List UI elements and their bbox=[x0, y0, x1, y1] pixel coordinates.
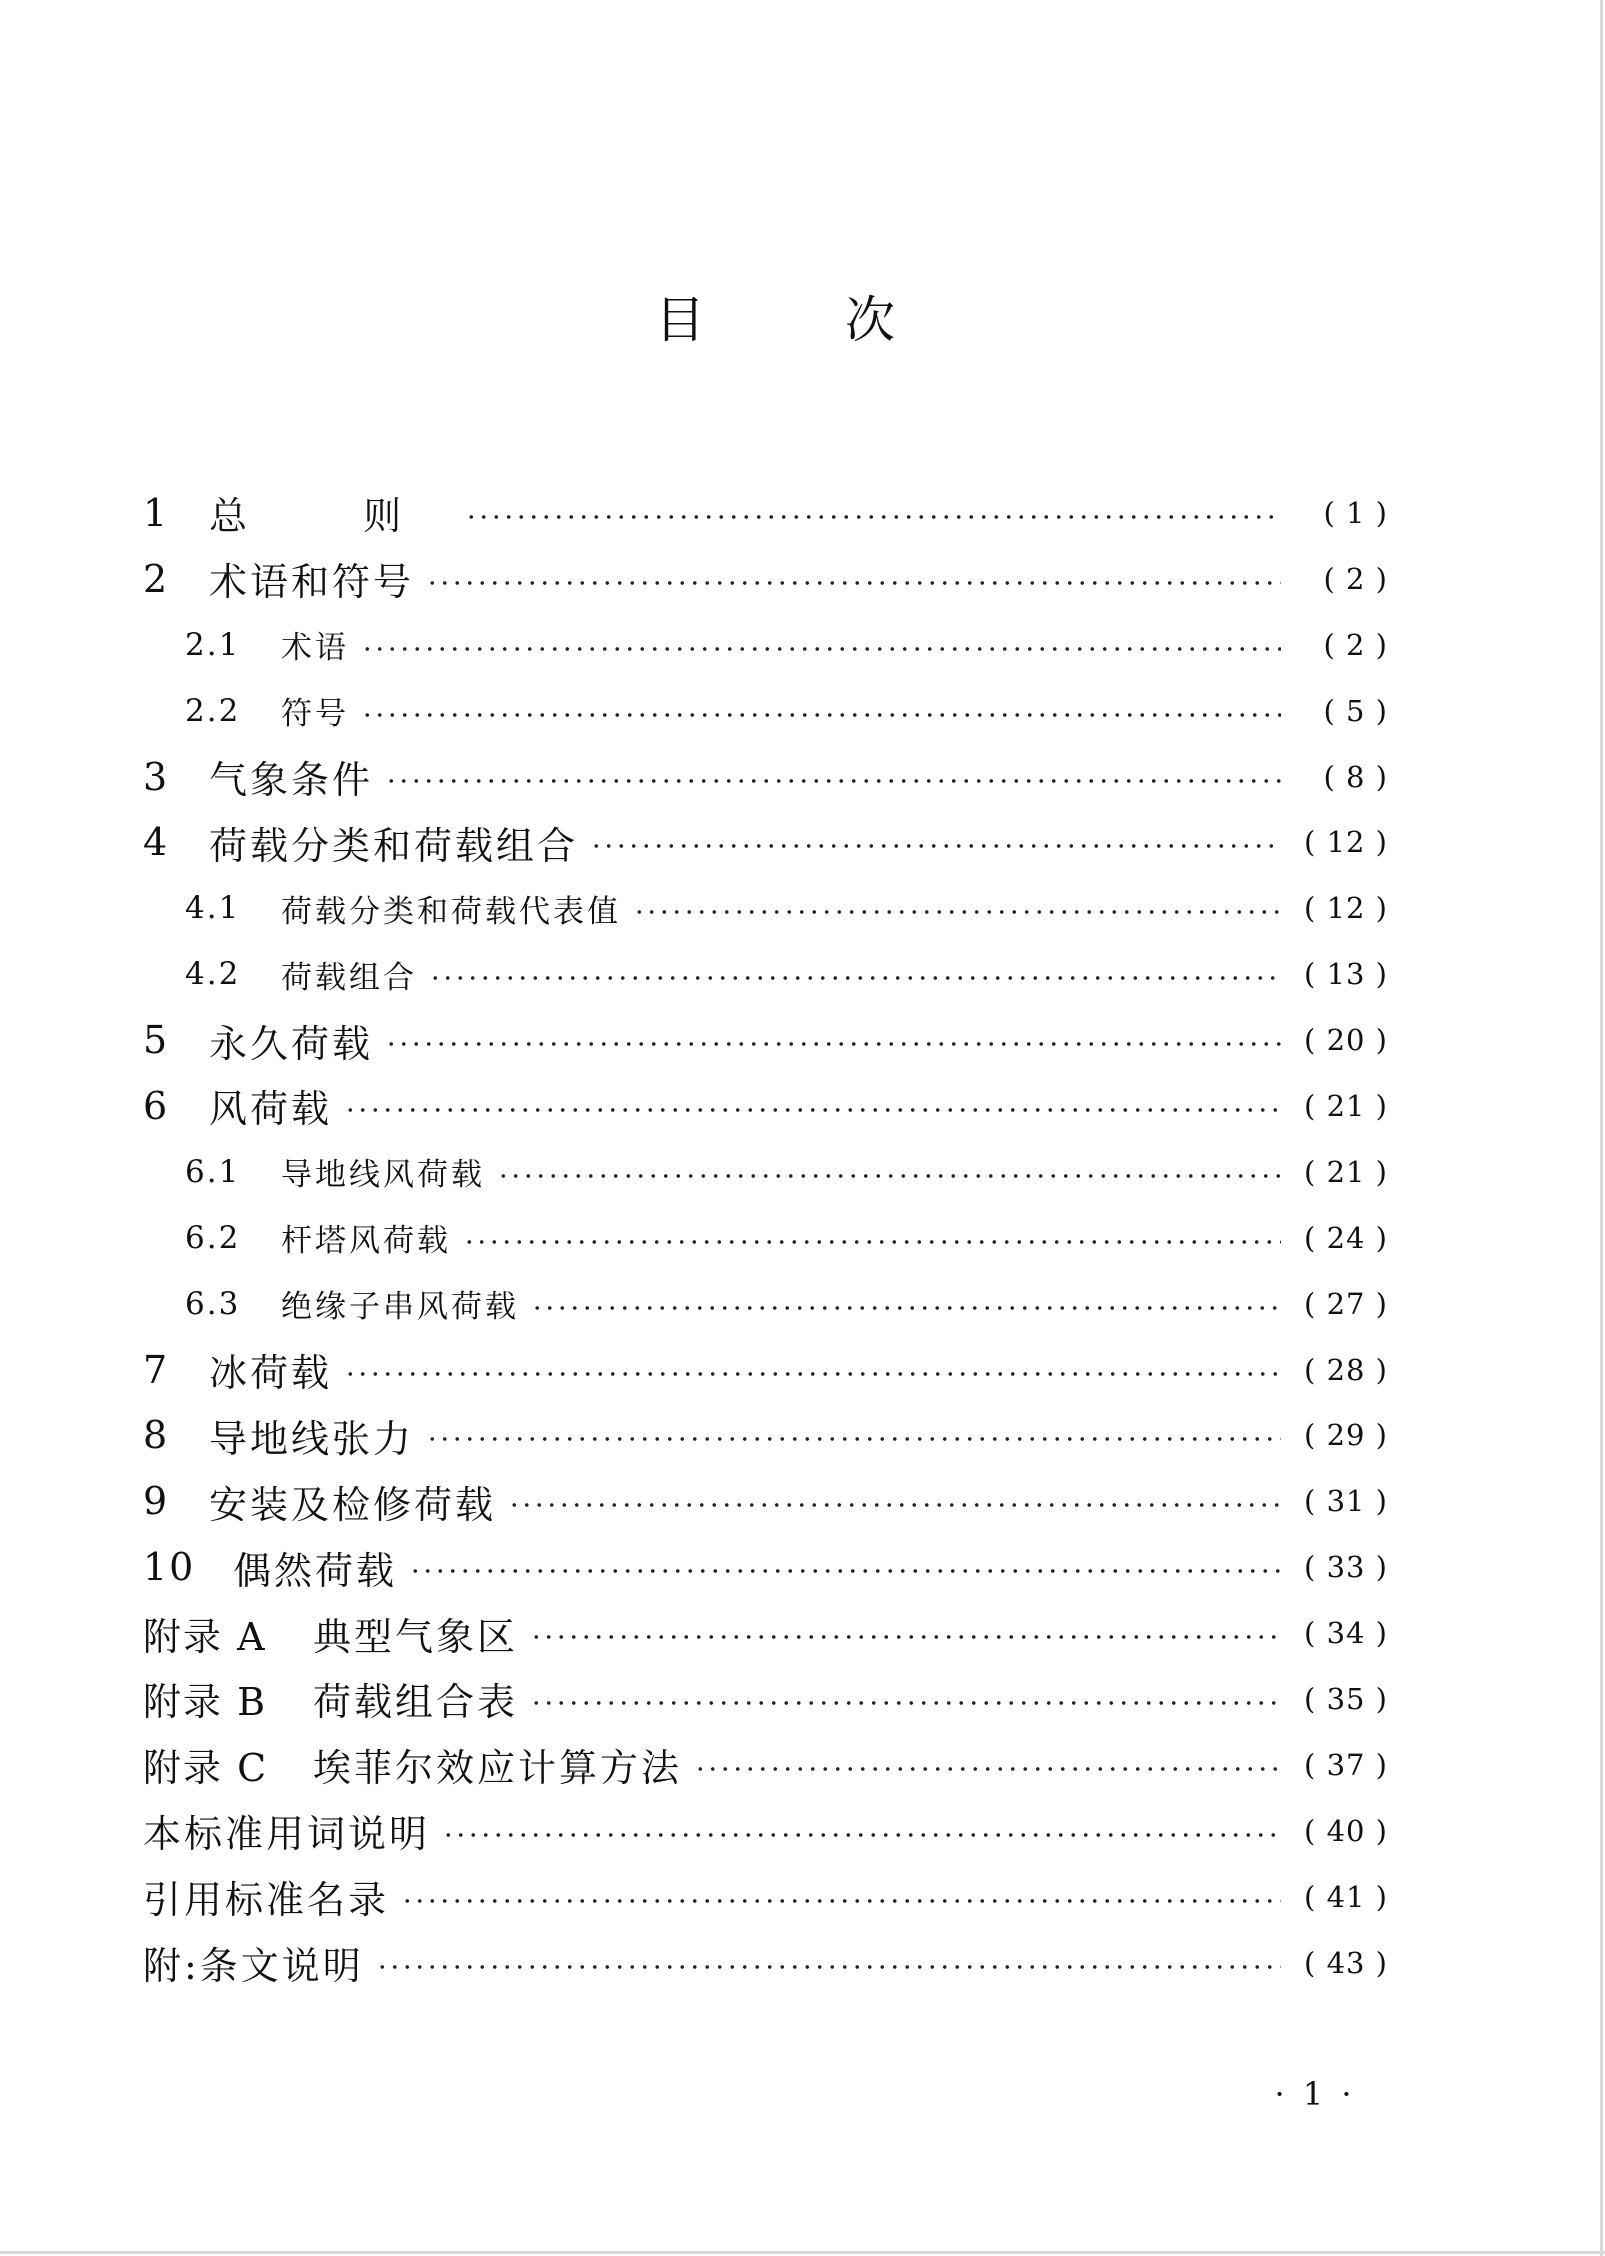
toc-entry-page: ( 31 ) bbox=[1304, 1484, 1388, 1519]
toc-entry-appendix-b[interactable] bbox=[143, 1666, 1388, 1732]
toc-leader-dots bbox=[385, 778, 1281, 784]
toc-entry-number: 3 bbox=[143, 754, 170, 799]
toc-entry-number: 附录 B bbox=[143, 1680, 268, 1725]
page-edge-right bbox=[1600, 0, 1603, 2256]
toc-entry-title: 典型气象区 bbox=[313, 1614, 519, 1659]
toc-entry-page: ( 29 ) bbox=[1304, 1418, 1388, 1453]
toc-leader-dots bbox=[531, 1305, 1281, 1311]
toc-entry-page: ( 2 ) bbox=[1323, 561, 1388, 596]
toc-entry-title: 导地线风荷载 bbox=[281, 1157, 485, 1194]
toc-leader-dots bbox=[429, 975, 1281, 981]
toc-entry-title: 埃菲尔效应计算方法 bbox=[313, 1746, 683, 1791]
toc-leader-dots bbox=[344, 1107, 1281, 1113]
toc-entry-6[interactable] bbox=[143, 1073, 1388, 1139]
toc-entry-page: ( 20 ) bbox=[1304, 1023, 1388, 1058]
toc-entry-title: 绝缘子串风荷载 bbox=[281, 1289, 519, 1326]
toc-entry-number: 6.1 bbox=[185, 1153, 241, 1190]
toc-entry-number: 6.2 bbox=[185, 1219, 241, 1256]
toc-entry-page: ( 41 ) bbox=[1304, 1879, 1388, 1914]
toc-entry-page: ( 21 ) bbox=[1304, 1088, 1388, 1123]
toc-entry-2-1[interactable] bbox=[143, 612, 1388, 678]
toc-entry-page: ( 12 ) bbox=[1304, 891, 1388, 926]
toc-leader-dots bbox=[409, 1568, 1281, 1574]
toc-entry-title: 引用标准名录 bbox=[143, 1878, 390, 1923]
toc-leader-dots bbox=[508, 1502, 1281, 1508]
toc-entry-number: 2.1 bbox=[185, 626, 241, 663]
toc-entry-6-1[interactable] bbox=[143, 1139, 1388, 1205]
toc-entry-number: 10 bbox=[143, 1545, 196, 1590]
table-of-contents bbox=[143, 480, 1388, 1995]
toc-entry-page: ( 13 ) bbox=[1304, 957, 1388, 992]
page-title-right: 次 bbox=[845, 291, 895, 349]
toc-entry-number: 1 bbox=[143, 490, 170, 535]
toc-entry-7[interactable] bbox=[143, 1337, 1388, 1403]
toc-entry-wording-explanation[interactable] bbox=[143, 1798, 1388, 1864]
toc-entry-number: 附录 A bbox=[143, 1614, 267, 1659]
toc-entry-page: ( 21 ) bbox=[1304, 1154, 1388, 1189]
toc-entry-title: 安装及检修荷载 bbox=[209, 1482, 497, 1527]
toc-leader-dots bbox=[530, 1634, 1281, 1640]
toc-entry-page: ( 1 ) bbox=[1323, 495, 1388, 530]
toc-leader-dots bbox=[465, 514, 1281, 520]
toc-entry-number: 9 bbox=[143, 1479, 170, 1524]
toc-leader-dots bbox=[590, 843, 1281, 849]
toc-entry-number: 6 bbox=[143, 1083, 170, 1128]
toc-entry-number: 8 bbox=[143, 1413, 170, 1458]
toc-entry-page: ( 8 ) bbox=[1323, 759, 1388, 794]
toc-entry-number: 6.3 bbox=[185, 1285, 241, 1322]
toc-leader-dots bbox=[376, 1964, 1281, 1970]
toc-entry-page: ( 12 ) bbox=[1304, 825, 1388, 860]
toc-leader-dots bbox=[426, 580, 1281, 586]
toc-entry-cited-standards[interactable] bbox=[143, 1864, 1388, 1930]
toc-entry-title: 荷载组合表 bbox=[313, 1680, 519, 1725]
toc-entry-number: 2.2 bbox=[185, 692, 241, 729]
toc-leader-dots bbox=[344, 1371, 1281, 1377]
toc-entry-title: 附:条文说明 bbox=[143, 1944, 364, 1989]
toc-entry-clause-explanation[interactable] bbox=[143, 1930, 1388, 1996]
toc-entry-title: 冰荷载 bbox=[209, 1351, 333, 1396]
toc-leader-dots bbox=[497, 1173, 1281, 1179]
toc-entry-page: ( 28 ) bbox=[1304, 1352, 1388, 1387]
toc-entry-appendix-c[interactable] bbox=[143, 1732, 1388, 1798]
toc-entry-page: ( 33 ) bbox=[1304, 1550, 1388, 1585]
toc-entry-title: 偶然荷载 bbox=[233, 1548, 398, 1593]
toc-entry-page: ( 37 ) bbox=[1304, 1747, 1388, 1782]
toc-entry-page: ( 35 ) bbox=[1304, 1681, 1388, 1716]
toc-leader-dots bbox=[361, 646, 1281, 652]
toc-entry-6-3[interactable] bbox=[143, 1271, 1388, 1337]
toc-entry-10[interactable] bbox=[143, 1534, 1388, 1600]
toc-entry-number: 4.2 bbox=[185, 956, 241, 993]
toc-entry-title: 术语和符号 bbox=[209, 560, 415, 605]
toc-entry-page: ( 40 ) bbox=[1304, 1813, 1388, 1848]
toc-entry-4-1[interactable] bbox=[143, 875, 1388, 941]
toc-entry-page: ( 34 ) bbox=[1304, 1616, 1388, 1651]
toc-entry-2[interactable] bbox=[143, 546, 1388, 612]
page-edge-bottom bbox=[0, 2251, 1605, 2254]
toc-entry-4-2[interactable] bbox=[143, 941, 1388, 1007]
toc-entry-title: 荷载分类和荷载组合 bbox=[209, 823, 579, 868]
toc-leader-dots bbox=[633, 909, 1281, 915]
page-title-left: 目 bbox=[655, 291, 705, 349]
toc-leader-dots bbox=[530, 1700, 1281, 1706]
toc-entry-title: 本标准用词说明 bbox=[143, 1812, 431, 1857]
toc-entry-number: 4 bbox=[143, 820, 170, 865]
toc-entry-8[interactable] bbox=[143, 1402, 1388, 1468]
toc-entry-title: 术语 bbox=[281, 630, 349, 667]
toc-entry-6-2[interactable] bbox=[143, 1205, 1388, 1271]
toc-entry-number: 7 bbox=[143, 1347, 170, 1392]
toc-entry-2-2[interactable] bbox=[143, 678, 1388, 744]
toc-entry-number: 2 bbox=[143, 556, 170, 601]
toc-entry-title: 总 则 bbox=[209, 494, 454, 539]
toc-leader-dots bbox=[426, 1436, 1281, 1442]
toc-entry-page: ( 27 ) bbox=[1304, 1286, 1388, 1321]
toc-leader-dots bbox=[361, 712, 1281, 718]
toc-leader-dots bbox=[401, 1898, 1281, 1904]
page-title bbox=[655, 285, 895, 355]
toc-entry-title: 气象条件 bbox=[209, 758, 374, 802]
page-number: · 1 · bbox=[1274, 2075, 1356, 2113]
toc-entry-appendix-a[interactable] bbox=[143, 1600, 1388, 1666]
toc-entry-4[interactable] bbox=[143, 809, 1388, 875]
toc-leader-dots bbox=[694, 1766, 1281, 1772]
toc-entry-1[interactable] bbox=[143, 480, 1388, 546]
toc-entry-title: 符号 bbox=[281, 696, 349, 733]
toc-entry-page: ( 5 ) bbox=[1323, 693, 1388, 728]
toc-entry-page: ( 24 ) bbox=[1304, 1220, 1388, 1255]
toc-entry-9[interactable] bbox=[143, 1468, 1388, 1534]
toc-entry-title: 荷载分类和荷载代表值 bbox=[281, 893, 621, 930]
toc-entry-5[interactable] bbox=[143, 1007, 1388, 1073]
toc-entry-title: 风荷载 bbox=[209, 1087, 333, 1132]
toc-entry-number: 附录 C bbox=[143, 1746, 269, 1791]
toc-entry-title: 永久荷载 bbox=[209, 1021, 374, 1066]
toc-entry-title: 导地线张力 bbox=[209, 1416, 415, 1461]
toc-leader-dots bbox=[463, 1239, 1281, 1245]
toc-leader-dots bbox=[385, 1041, 1281, 1047]
toc-entry-title: 杆塔风荷载 bbox=[281, 1223, 451, 1260]
toc-entry-page: ( 2 ) bbox=[1323, 627, 1388, 662]
toc-leader-dots bbox=[442, 1832, 1281, 1838]
toc-entry-3[interactable] bbox=[143, 744, 1388, 810]
toc-entry-title: 荷载组合 bbox=[281, 959, 417, 996]
toc-entry-number: 4.1 bbox=[185, 890, 241, 927]
toc-entry-number: 5 bbox=[143, 1018, 170, 1063]
toc-entry-page: ( 43 ) bbox=[1304, 1945, 1388, 1980]
